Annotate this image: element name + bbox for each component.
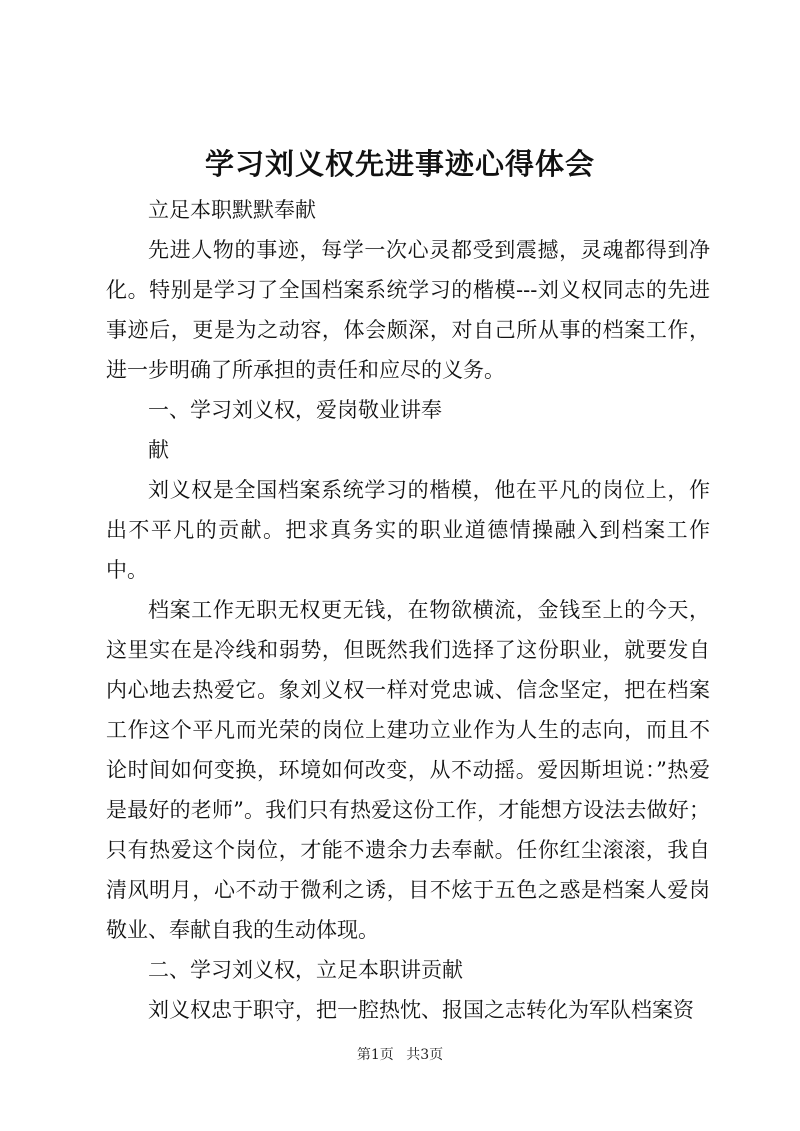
paragraph-section-1b: 档案工作无职无权更无钱，在物欲横流，金钱至上的今天，这里实在是冷线和弱势，但既然我们选择了这份职业，就要发自内心地去热爱它。象刘义权一样对党忠诚、信念坚定，把在档案工作这个平凡而光荣的岗位上建功立业作为人生的志向，而且不论时间如何变换，环境如何改变，从不动摇。爱因斯坦说：”热爱是最好的老师”。我们只有热爱这份工作，才能想方设法去做好；只有热爱这个岗位，才能不遗余力去奉献。任你红尘滚滚，我自清风明月，心不动于微利之诱，目不炫于五色之惑是档案人爱岗敬业、奉献自我的生动体现。 xyxy=(106,598,710,942)
paragraph-intro: 先进人物的事迹，每学一次心灵都受到震撼，灵魂都得到净化。特别是学习了全国档案系统学习的楷模---刘义权同志的先进事迹后，更是为之动容，体会颇深，对自己所从事的档案工作，进一步明确了所承担的责任和应尽的义务。 xyxy=(106,238,710,382)
section-heading-1: 一、学习刘义权，爱岗敬业讲奉 xyxy=(148,398,442,422)
page-title: 学习刘义权先进事迹心得体会 xyxy=(204,147,595,181)
document-body xyxy=(106,190,710,1030)
page-footer xyxy=(0,1044,800,1064)
paragraph-section-2a: 刘义权忠于职守，把一腔热忱、报国之志转化为军队档案资 xyxy=(148,998,694,1022)
page-number: 第1页 xyxy=(356,1047,394,1063)
section-heading-2: 二、学习刘义权，立足本职讲贡献 xyxy=(148,958,463,982)
paragraph-subtitle: 立足本职默默奉献 xyxy=(148,198,316,222)
page-total: 共3页 xyxy=(406,1047,444,1063)
section-heading-1-continuation: 献 xyxy=(148,438,169,462)
paragraph-section-1a: 刘义权是全国档案系统学习的楷模，他在平凡的岗位上，作出不平凡的贡献。把求真务实的职业道德情操融入到档案工作中。 xyxy=(106,478,710,582)
